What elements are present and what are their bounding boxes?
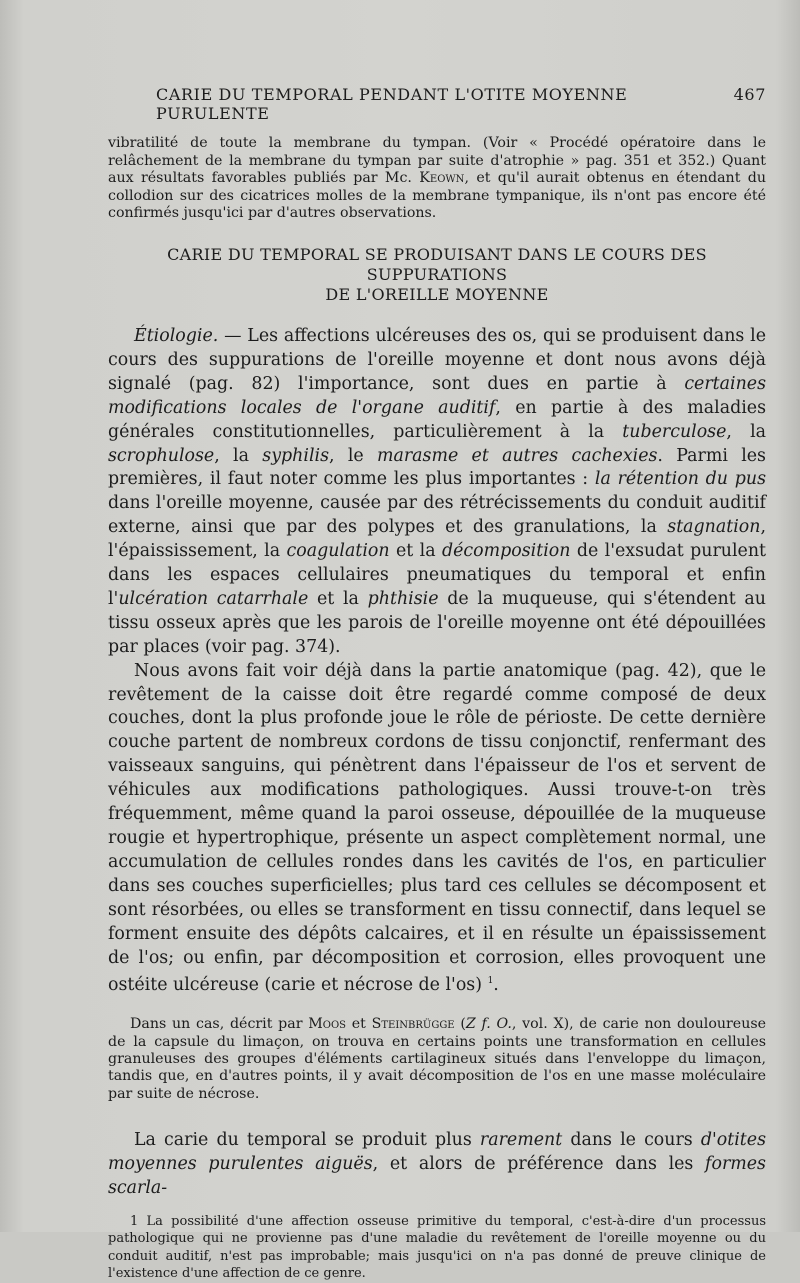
author-steinbrugge: Steinbrügge	[371, 1016, 455, 1033]
footnote-reference: 1	[487, 976, 494, 987]
paragraph-etiologie: Étiologie. — Les affections ulcéreuses des os, qui se produisent dans le cours des suppurations de l'oreille moyenne et dont nous avons déjà signalé (pag. 82) l'importance, sont dues en partie à certaines modifications locales de l'organe auditif, en partie à des maladies générales constitutionnelles, particulièrement à la tuberculose, la scrophulose, la syphilis, le marasme et autres cachexies. Parmi les premières, il faut noter comme les plus importantes : la rétention du pus dans l'oreille moyenne, causée par des rétrécissements du conduit auditif externe, ainsi que par des polypes et des granulations, la stagnation, l'épaississement, la coagulation et la décomposition de l'exsudat purulent dans les espaces cellulaires pneumatiques du temporal et enfin l'ulcération catarrhale et la phthisie de la muqueuse, qui s'étendent au tissu osseux après que les parois de l'oreille moyenne ont été dépouillées par places (voir pag. 374).	[108, 325, 767, 657]
page-content	[108, 85, 766, 1283]
author-keown: Keown	[419, 170, 465, 187]
journal-ref: Z f. O.	[465, 1016, 512, 1033]
running-title: CARIE DU TEMPORAL PENDANT L'OTITE MOYENNE PURULENTE	[156, 85, 628, 123]
section-heading-line-2: DE L'OREILLE MOYENNE	[325, 284, 549, 304]
page-number: 467	[733, 85, 766, 104]
footnote-mark: 1	[130, 1213, 139, 1229]
main-text	[108, 325, 766, 998]
case-note: Dans un cas, décrit par Moos et Steinbrügge (Z f. O., vol. X), de carie non douloureuse de la capsule du limaçon, on trouva en certains points une transformation en cellules granuleuses des groupes d'éléments cartilagineux situés dans l'enveloppe du limaçon, tandis que, en d'autres points, il y avait décomposition de l'os en une masse moléculaire par suite de nécrose.	[108, 1016, 767, 1102]
section-heading-line-1: CARIE DU TEMPORAL SE PRODUISANT DANS LE COURS DES SUPPURATIONS	[167, 244, 707, 284]
paragraph-anatomie: Nous avons fait voir déjà dans la partie anatomique (pag. 42), que le revêtement de la caisse doit être regardé comme composé de deux couches, dont la plus profonde joue le rôle de périoste. De cette dernière couche partent de nombreux cordons de tissu conjonctif, renfermant des vaisseaux sanguins, qui pénètrent dans l'épaisseur de l'os et servent de véhicules aux modifications pathologiques. Aussi trouve-t-on très fréquemment, même quand la paroi osseuse, dépouillée de la muqueuse rougie et hypertrophique, présente un aspect complètement normal, une accumulation de cellules rondes dans les cavités de l'os, en particulier dans ses couches superficielles; plus tard ces cellules se décomposent et sont résorbées, ou elles se transforment en tissu connectif, dans lequel se forment ensuite des dépôts calcaires, et il en résulte un épaississement de l'os; ou enfin, par décomposition et corrosion, elles provoquent une ostéite ulcéreuse (carie et nécrose de l'os) $^1$.	[108, 660, 766, 996]
etiologie-label: Étiologie.	[134, 325, 219, 346]
paragraph-acute: La carie du temporal se produit plus rarement dans le cours d'otites moyennes purulentes aiguës, et alors de préférence dans les formes scarla-	[108, 1130, 766, 1198]
intro-paragraph: vibratilité de toute la membrane du tympan. (Voir « Procédé opératoire dans le relâchement de la membrane du tympan par suite d'atrophie » pag. 351 et 352.) Quant aux résultats favorables publiés par Mc. Keown, et qu'il aurait obtenus en étendant du collodion sur des cicatrices molles de la membrane tympanique, ils n'ont pas encore été confirmés jusqu'ici par d'autres observations.	[108, 135, 766, 222]
section-heading	[108, 245, 766, 305]
author-moos: Moos	[308, 1016, 347, 1033]
footnote: 1 La possibilité d'une affection osseuse primitive du temporal, c'est-à-dire d'un processus pathologique qui ne provienne pas d'une maladie du revêtement de l'oreille moyenne ou du conduit auditif, n'est pas improbable; mais jusqu'ici on n'a pas donné de preuve clinique de l'existence d'une affection de ce genre.	[108, 1213, 766, 1282]
running-header	[108, 85, 766, 123]
